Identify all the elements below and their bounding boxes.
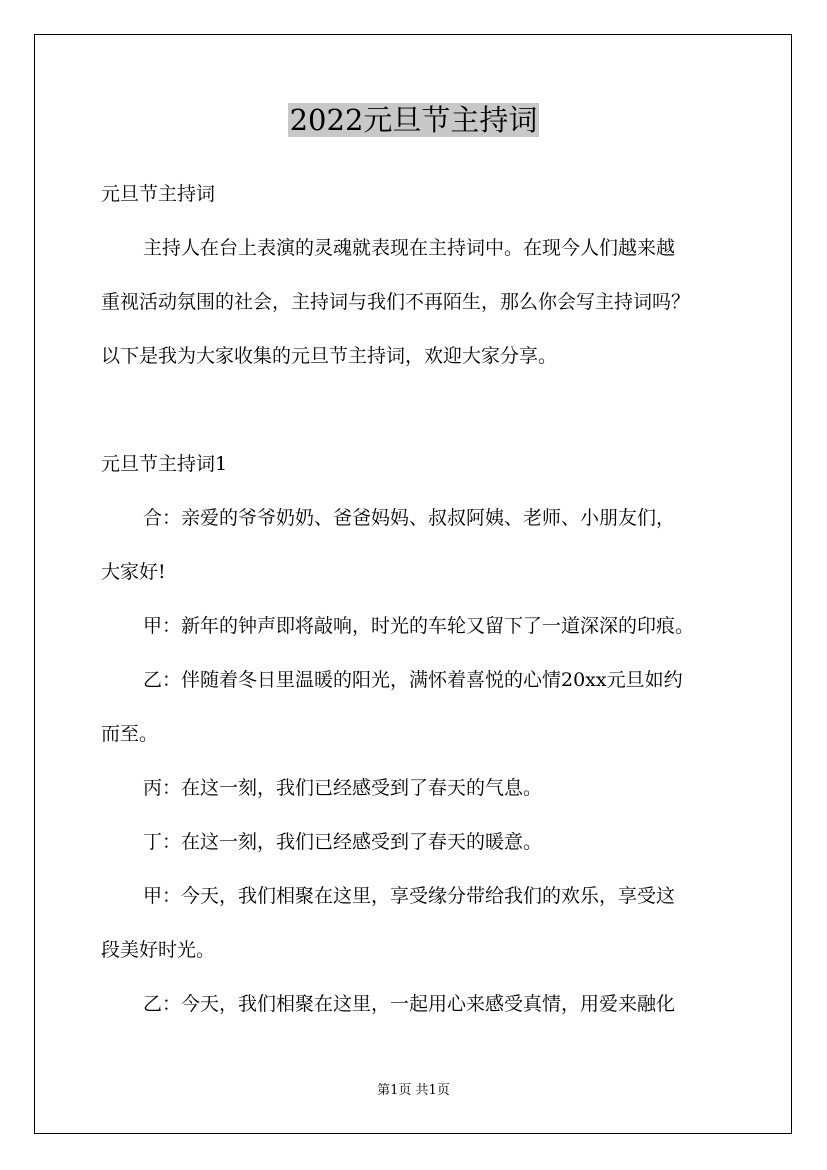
section-heading: 元旦节主持词 <box>101 183 216 205</box>
paragraph-line: 大家好! <box>101 561 166 583</box>
paragraph-line: 以下是我为大家收集的元旦节主持词，欢迎大家分享。 <box>101 345 558 367</box>
paragraph-line: 甲：今天，我们相聚在这里，享受缘分带给我们的欢乐，享受这 <box>143 885 676 907</box>
paragraph-line: 重视活动氛围的社会，主持词与我们不再陌生，那么你会写主持词吗？ <box>101 291 691 313</box>
paragraph-line: 主持人在台上表演的灵魂就表现在主持词中。在现今人们越来越 <box>143 237 676 259</box>
paragraph-line: 乙：今天，我们相聚在这里，一起用心来感受真情，用爱来融化 <box>143 993 676 1015</box>
paragraph-line: 段美好时光。 <box>101 939 216 961</box>
paragraph-line: 丁：在这一刻，我们已经感受到了春天的暖意。 <box>143 831 543 853</box>
paragraph-line: 甲：新年的钟声即将敲响，时光的车轮又留下了一道深深的印痕。 <box>143 615 695 637</box>
section-heading: 元旦节主持词1 <box>101 453 228 475</box>
paragraph-line: 合：亲爱的爷爷奶奶、爸爸妈妈、叔叔阿姨、老师、小朋友们， <box>143 507 676 529</box>
page-footer: 第1页 共1页 <box>377 1083 450 1098</box>
paragraph-line: 丙：在这一刻，我们已经感受到了春天的气息。 <box>143 777 543 799</box>
paragraph-line: 乙：伴随着冬日里温暖的阳光，满怀着喜悦的心情20xx元旦如约 <box>143 669 683 691</box>
document-title-text: 2022元旦节主持词 <box>289 103 538 137</box>
paragraph-line: 而至。 <box>101 723 159 745</box>
document-title <box>0 99 827 141</box>
